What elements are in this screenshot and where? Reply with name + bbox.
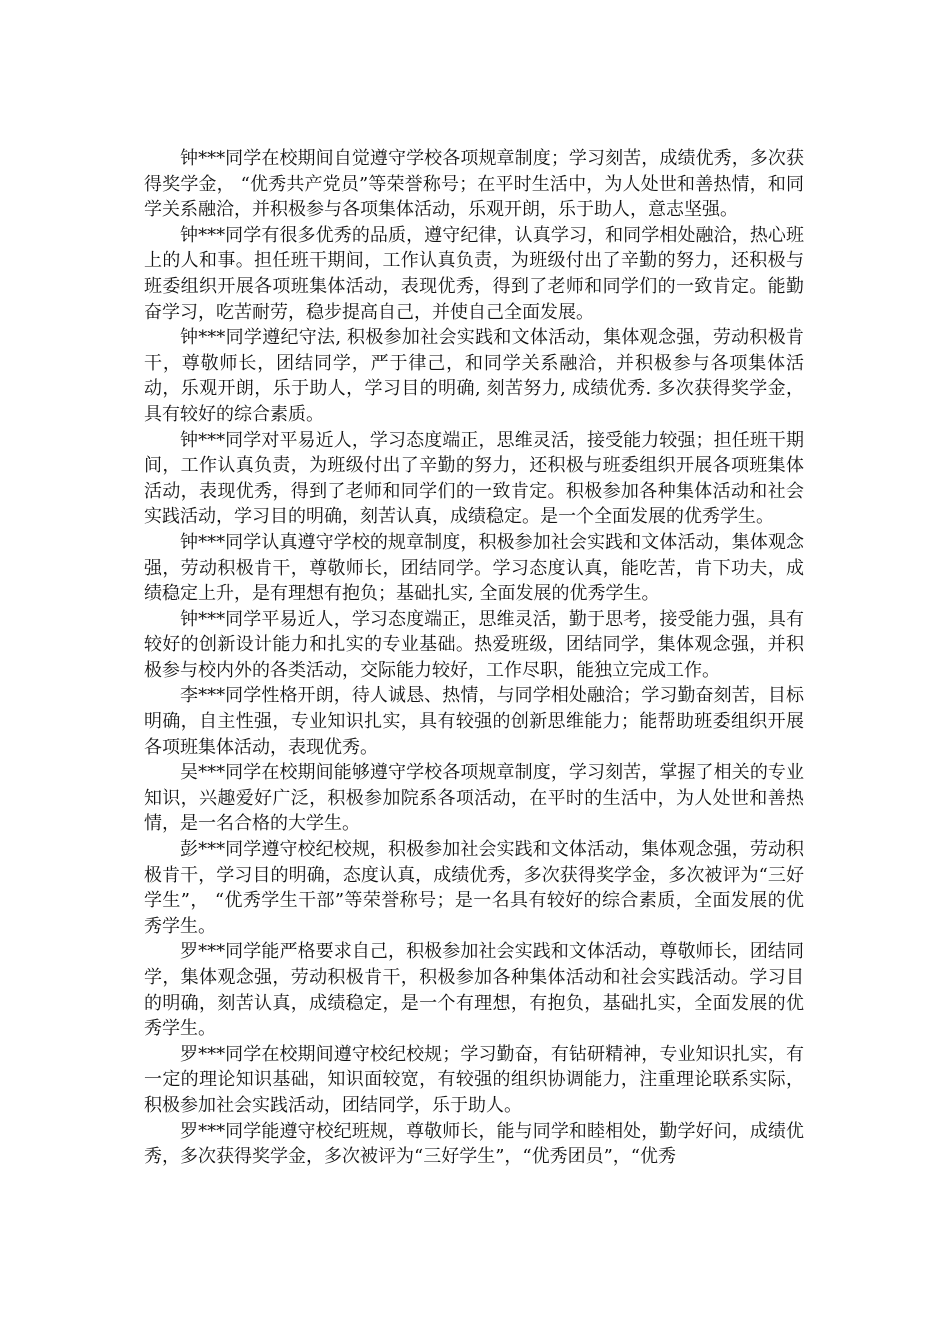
paragraph-10: 罗***同学能严格要求自己，积极参加社会实践和文体活动，尊敬师长，团结同学，集体观念强，劳动积极肯干，积极参加各种集体活动和社会实践活动。学习目的明确，刻苦认真，成绩稳定，是一个有理想，有抱负，基础扎实，全面发展的优秀学生。 bbox=[144, 941, 804, 1040]
paragraph-6: 钟***同学平易近人，学习态度端正，思维灵活，勤于思考，接受能力强，具有较好的创新设计能力和扎实的专业基础。热爱班级，团结同学，集体观念强，并积极参与校内外的各类活动，交际能力较好，工作尽职，能独立完成工作。 bbox=[144, 608, 804, 681]
paragraph-7: 李***同学性格开朗，待人诚恳、热情，与同学相处融洽；学习勤奋刻苦，目标明确，自主性强，专业知识扎实，具有较强的创新思维能力；能帮助班委组织开展各项班集体活动，表现优秀。 bbox=[144, 685, 804, 758]
paragraph-9: 彭***同学遵守校纪校规，积极参加社会实践和文体活动，集体观念强，劳动积极肯干，学习目的明确，态度认真，成绩优秀，多次获得奖学金，多次被评为“三好学生”， “优秀学生干部”等荣誉称号；是一名具有较好的综合素质，全面发展的优秀学生。 bbox=[144, 839, 804, 937]
paragraph-3: 钟***同学遵纪守法, 积极参加社会实践和文体活动，集体观念强，劳动积极肯干，尊敬师长，团结同学，严于律己，和同学关系融洽，并积极参与各项集体活动，乐观开朗，乐于助人，学习目的明确, 刻苦努力, 成绩优秀. 多次获得奖学金，具有较好的综合素质。 bbox=[144, 327, 804, 425]
document-body bbox=[144, 146, 804, 1170]
paragraph-5: 钟***同学认真遵守学校的规章制度，积极参加社会实践和文体活动，集体观念强，劳动积极肯干，尊敬师长，团结同学。学习态度认真，能吃苦，肯下功夫，成绩稳定上升，是有理想有抱负；基础扎实, 全面发展的优秀学生。 bbox=[144, 531, 804, 605]
paragraph-4: 钟***同学对平易近人，学习态度端正，思维灵活，接受能力较强；担任班干期间，工作认真负责，为班级付出了辛勤的努力，还积极与班委组织开展各项班集体活动，表现优秀，得到了老师和同学们的一致肯定。积极参加各种集体活动和社会实践活动，学习目的明确，刻苦认真，成绩稳定。是一个全面发展的优秀学生。 bbox=[144, 429, 804, 528]
paragraph-1: 钟***同学在校期间自觉遵守学校各项规章制度；学习刻苦，成绩优秀，多次获得奖学金， “优秀共产党员”等荣誉称号；在平时生活中，为人处世和善热情，和同学关系融洽，并积极参与各项集体活动，乐观开朗，乐于助人，意志坚强。 bbox=[144, 148, 804, 221]
paragraph-11: 罗***同学在校期间遵守校纪校规；学习勤奋，有钻研精神，专业知识扎实，有一定的理论知识基础，知识面较宽，有较强的组织协调能力，注重理论联系实际，积极参加社会实践活动，团结同学，乐于助人。 bbox=[144, 1043, 804, 1116]
paragraph-12: 罗***同学能遵守校纪班规，尊敬师长，能与同学和睦相处，勤学好问，成绩优秀，多次获得奖学金，多次被评为“三好学生”，“优秀团员”，“优秀 bbox=[144, 1120, 804, 1168]
paragraph-2: 钟***同学有很多优秀的品质，遵守纪律，认真学习，和同学相处融洽，热心班上的人和事。担任班干期间，工作认真负责，为班级付出了辛勤的努力，还积极与班委组织开展各项班集体活动，表现优秀，得到了老师和同学们的一致肯定。能勤奋学习，吃苦耐劳，稳步提高自己，并使自己全面发展。 bbox=[144, 224, 804, 323]
paragraph-8: 吴***同学在校期间能够遵守学校各项规章制度，学习刻苦，掌握了相关的专业知识，兴趣爱好广泛，积极参加院系各项活动，在平时的生活中，为人处世和善热情，是一名合格的大学生。 bbox=[144, 762, 804, 835]
